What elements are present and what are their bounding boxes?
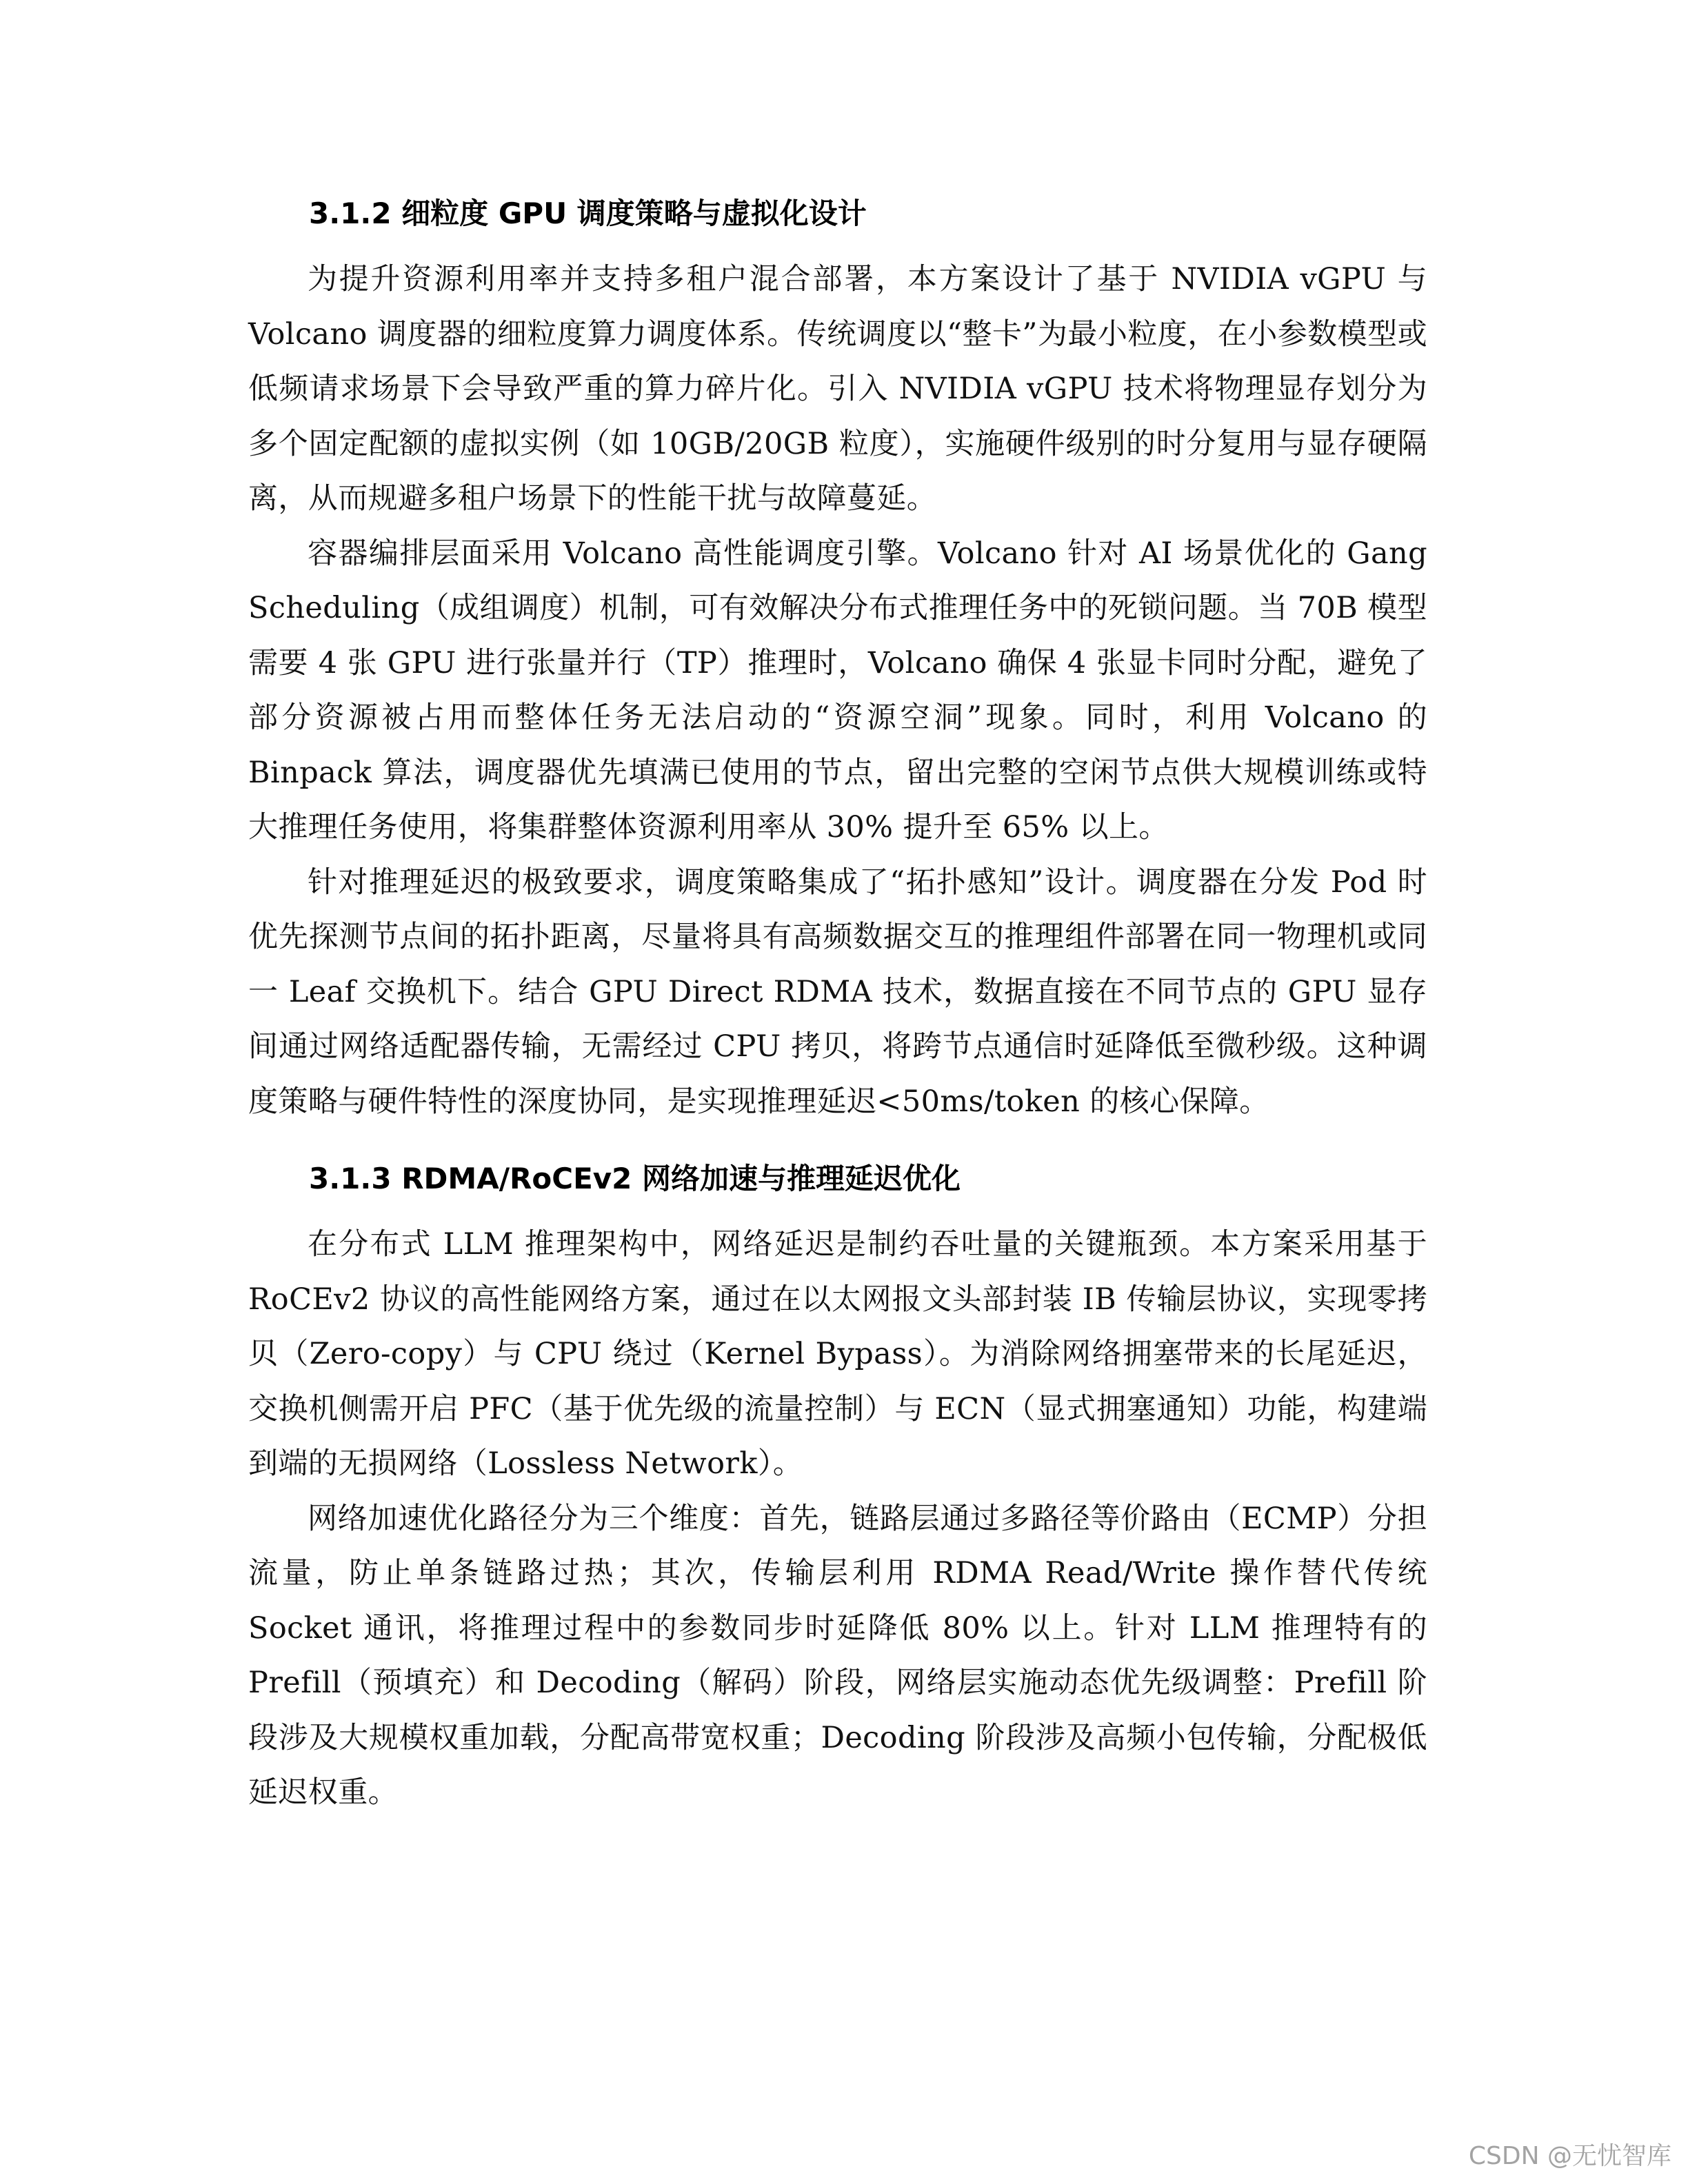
paragraph: 在分布式 LLM 推理架构中，网络延迟是制约吞吐量的关键瓶颈。本方案采用基于 RoCEv2 协议的高性能网络方案，通过在以太网报文头部封装 IB 传输层协议，实现零拷贝（Zero-copy）与 CPU 绕过（Kernel Bypass）。为消除网络拥塞带来的长尾延迟，交换机侧需开启 PFC（基于优先级的流量控制）与 ECN（显式拥塞通知）功能，构建端到端的无损网络（Lossless Network）。 bbox=[248, 1227, 1427, 1481]
section-heading-3-1-3: 3.1.3 RDMA/RoCEv2 网络加速与推理延迟优化 bbox=[309, 1162, 961, 1195]
section-heading-3-1-2: 3.1.2 细粒度 GPU 调度策略与虚拟化设计 bbox=[309, 196, 867, 230]
paragraph: 针对推理延迟的极致要求，调度策略集成了“拓扑感知”设计。调度器在分发 Pod 时优先探测节点间的拓扑距离，尽量将具有高频数据交互的推理组件部署在同一物理机或同一 Leaf 交换机下。结合 GPU Direct RDMA 技术，数据直接在不同节点的 GPU 显存间通过网络适配器传输，无需经过 CPU 拷贝，将跨节点通信时延降低至微秒级。这种调度策略与硬件特性的深度协同，是实现推理延迟<50ms/token 的核心保障。 bbox=[248, 865, 1427, 1119]
document-page bbox=[248, 192, 1427, 1821]
paragraph: 为提升资源利用率并支持多租户混合部署，本方案设计了基于 NVIDIA vGPU 与 Volcano 调度器的细粒度算力调度体系。传统调度以“整卡”为最小粒度，在小参数模型或低频请求场景下会导致严重的算力碎片化。引入 NVIDIA vGPU 技术将物理显存划分为多个固定配额的虚拟实例（如 10GB/20GB 粒度），实施硬件级别的时分复用与显存硬隔离，从而规避多租户场景下的性能干扰与故障蔓延。 bbox=[248, 262, 1427, 516]
paragraph: 容器编排层面采用 Volcano 高性能调度引擎。Volcano 针对 AI 场景优化的 Gang Scheduling（成组调度）机制，可有效解决分布式推理任务中的死锁问题。当 70B 模型需要 4 张 GPU 进行张量并行（TP）推理时，Volcano 确保 4 张显卡同时分配，避免了部分资源被占用而整体任务无法启动的“资源空洞”现象。同时，利用 Volcano 的 Binpack 算法，调度器优先填满已使用的节点，留出完整的空闲节点供大规模训练或特大推理任务使用，将集群整体资源利用率从 30% 提升至 65% 以上。 bbox=[248, 536, 1427, 845]
paragraph: 网络加速优化路径分为三个维度：首先，链路层通过多路径等价路由（ECMP）分担流量，防止单条链路过热；其次，传输层利用 RDMA Read/Write 操作替代传统 Socket 通讯，将推理过程中的参数同步时延降低 80% 以上。针对 LLM 推理特有的 Prefill（预填充）和 Decoding（解码）阶段，网络层实施动态优先级调整：Prefill 阶段涉及大规模权重加载，分配高带宽权重；Decoding 阶段涉及高频小包传输，分配极低延迟权重。 bbox=[248, 1501, 1427, 1810]
watermark-label: CSDN @无忧智库 bbox=[1468, 2142, 1671, 2170]
